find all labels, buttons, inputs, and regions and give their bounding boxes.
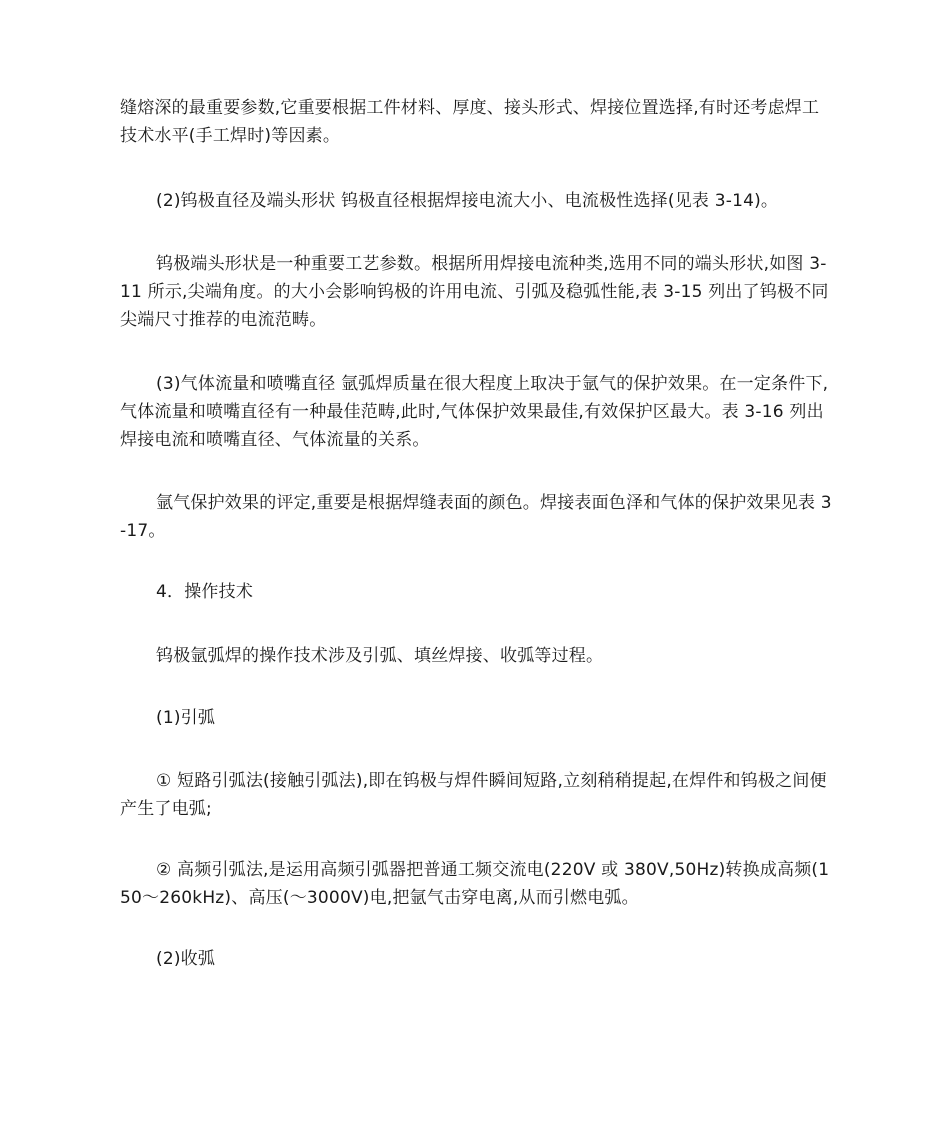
paragraph-tungsten-diameter: (2)钨极直径及端头形状 钨极直径根据焊接电流大小、电流极性选择(见表 3-14)。 bbox=[156, 191, 779, 211]
subheading-arc-striking: (1)引弧 bbox=[156, 708, 216, 728]
paragraph-argon-protection: 氩气保护效果的评定,重要是根据焊缝表面的颜色。焊接表面色泽和气体的保护效果见表 3-17。 bbox=[120, 493, 832, 541]
subheading-arc-closing: (2)收弧 bbox=[156, 949, 216, 969]
paragraph-operation-overview: 钨极氩弧焊的操作技术涉及引弧、填丝焊接、收弧等过程。 bbox=[156, 646, 604, 666]
list-item-short-circuit-striking: ① 短路引弧法(接触引弧法),即在钨极与焊件瞬间短路,立刻稍稍提起,在焊件和钨极之间便产生了电弧; bbox=[120, 771, 827, 819]
paragraph-gas-flow-nozzle: (3)气体流量和喷嘴直径 氩弧焊质量在很大程度上取决于氩气的保护效果。在一定条件下,气体流量和喷嘴直径有一种最佳范畴,此时,气体保护效果最佳,有效保护区最大。表 3-16 列出焊接电流和喷嘴直径、气体流量的关系。 bbox=[120, 374, 829, 450]
paragraph-continuation-parameters: 缝熔深的最重要参数,它重要根据工件材料、厚度、接头形式、焊接位置选择,有时还考虑焊工技术水平(手工焊时)等因素。 bbox=[120, 98, 820, 146]
section-heading-operation-technique: 4．操作技术 bbox=[156, 582, 254, 602]
list-item-high-frequency-striking: ② 高频引弧法,是运用高频引弧器把普通工频交流电(220V 或 380V,50Hz)转换成高频(150～260kHz)、高压(～3000V)电,把氩气击穿电离,从而引燃电弧。 bbox=[120, 860, 830, 908]
paragraph-tungsten-tip-shape: 钨极端头形状是一种重要工艺参数。根据所用焊接电流种类,选用不同的端头形状,如图 3-11 所示,尖端角度。的大小会影响钨极的许用电流、引弧及稳弧性能,表 3-15 列出了钨极不同尖端尺寸推荐的电流范畴。 bbox=[120, 254, 829, 330]
